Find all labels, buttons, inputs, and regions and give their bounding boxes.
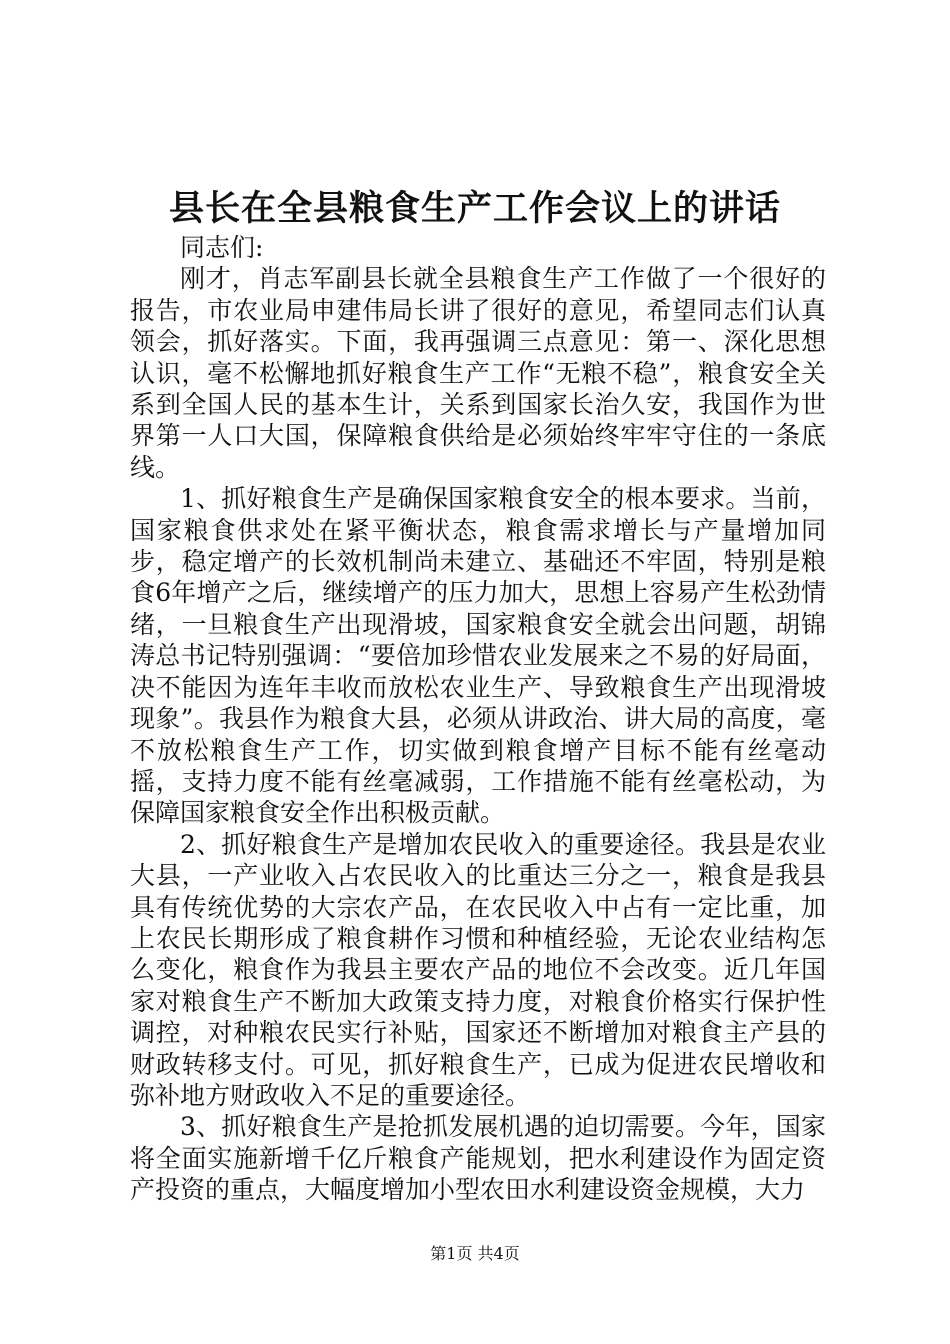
document-body [130,232,826,1206]
point-2-paragraph: 2、抓好粮食生产是增加农民收入的重要途径。我县是农业大县，一产业收入占农民收入的比重达三分之一，粮食是我县具有传统优势的大宗农产品，在农民收入中占有一定比重，加上农民长期形成了粮食耕作习惯和种植经验，无论农业结构怎么变化，粮食作为我县主要农产品的地位不会改变。近几年国家对粮食生产不断加大政策支持力度，对粮食价格实行保护性调控，对种粮农民实行补贴，国家还不断增加对粮食主产县的财政转移支付。可见，抓好粮食生产，已成为促进农民增收和弥补地方财政收入不足的重要途径。 [130,829,826,1110]
document-title: 县长在全县粮食生产工作会议上的讲话 [168,188,781,229]
page-footer: 第1页 共4页 [430,1244,520,1263]
salutation-paragraph: 同志们: [180,233,264,262]
point-1-paragraph: 1、抓好粮食生产是确保国家粮食安全的根本要求。当前，国家粮食供求处在紧平衡状态，粮食需求增长与产量增加同步，稳定增产的长效机制尚未建立、基础还不牢固，特别是粮食6年增产之后，继续增产的压力加大，思想上容易产生松劲情绪，一旦粮食生产出现滑坡，国家粮食安全就会出问题，胡锦涛总书记特别强调：“要倍加珍惜农业发展来之不易的好局面，决不能因为连年丰收而放松农业生产、导致粮食生产出现滑坡现象”。我县作为粮食大县，必须从讲政治、讲大局的高度，毫不放松粮食生产工作，切实做到粮食增产目标不能有丝毫动摇，支持力度不能有丝毫减弱，工作措施不能有丝毫松动，为保障国家粮食安全作出积极贡献。 [130,484,826,828]
intro-paragraph: 刚才，肖志军副县长就全县粮食生产工作做了一个很好的报告，市农业局申建伟局长讲了很好的意见，希望同志们认真领会，抓好落实。下面，我再强调三点意见：第一、深化思想认识，毫不松懈地抓好粮食生产工作“无粮不稳”，粮食安全关系到全国人民的基本生计，关系到国家长治久安，我国作为世界第一人口大国，保障粮食供给是必须始终牢牢守住的一条底线。 [130,264,826,482]
point-3-paragraph: 3、抓好粮食生产是抢抓发展机遇的迫切需要。今年，国家将全面实施新增千亿斤粮食产能规划，把水利建设作为固定资产投资的重点，大幅度增加小型农田水利建设资金规模，大力 [130,1112,826,1205]
